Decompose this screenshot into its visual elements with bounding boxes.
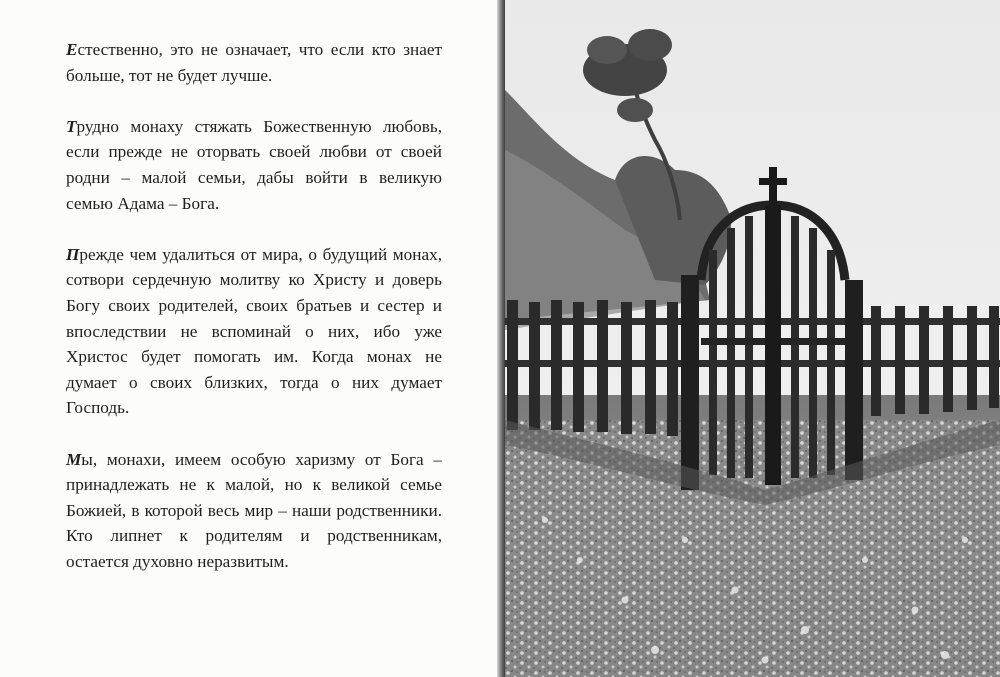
paragraph-text: рудно монаху стяжать Божественную любовь, если прежде не оторвать своей любви от своей родни – малой семьи, дабы войти в великую семью Адама – Бога. bbox=[66, 116, 442, 213]
initial-letter: Т bbox=[66, 116, 77, 136]
left-page bbox=[0, 0, 497, 677]
text-block bbox=[66, 37, 442, 600]
initial-letter: П bbox=[66, 244, 80, 264]
initial-letter: М bbox=[66, 449, 82, 469]
initial-letter: Е bbox=[66, 40, 78, 59]
paragraph-4 bbox=[66, 447, 442, 575]
paragraph-text: режде чем удалиться от мира, о будущий монах, сотвори сердечную молитву ко Христу и доверь Богу своих родителей, своих братьев и сестер и впоследствии не вспоминай о них, ибо уже Христос будет помогать им. Когда монах не думает о своих близких, тогда о них думает Господь. bbox=[66, 244, 442, 418]
paragraph-3 bbox=[66, 242, 442, 421]
book-gutter bbox=[497, 0, 505, 677]
paragraph-text: ы, монахи, имеем особую харизму от Бога – принадлежать не к малой, но к великой семье Божией, в которой весь мир – наши родственники. Кто липнет к родителям и родственникам, остается духовно неразвитым. bbox=[66, 449, 442, 571]
right-page-photo bbox=[505, 0, 1000, 677]
paragraph-1 bbox=[66, 37, 442, 88]
paragraph-text: стественно, это не означает, что если кто знает больше, тот не будет лучше. bbox=[66, 40, 442, 85]
paragraph-2 bbox=[66, 114, 442, 216]
cemetery-gate-photo bbox=[505, 0, 1000, 677]
